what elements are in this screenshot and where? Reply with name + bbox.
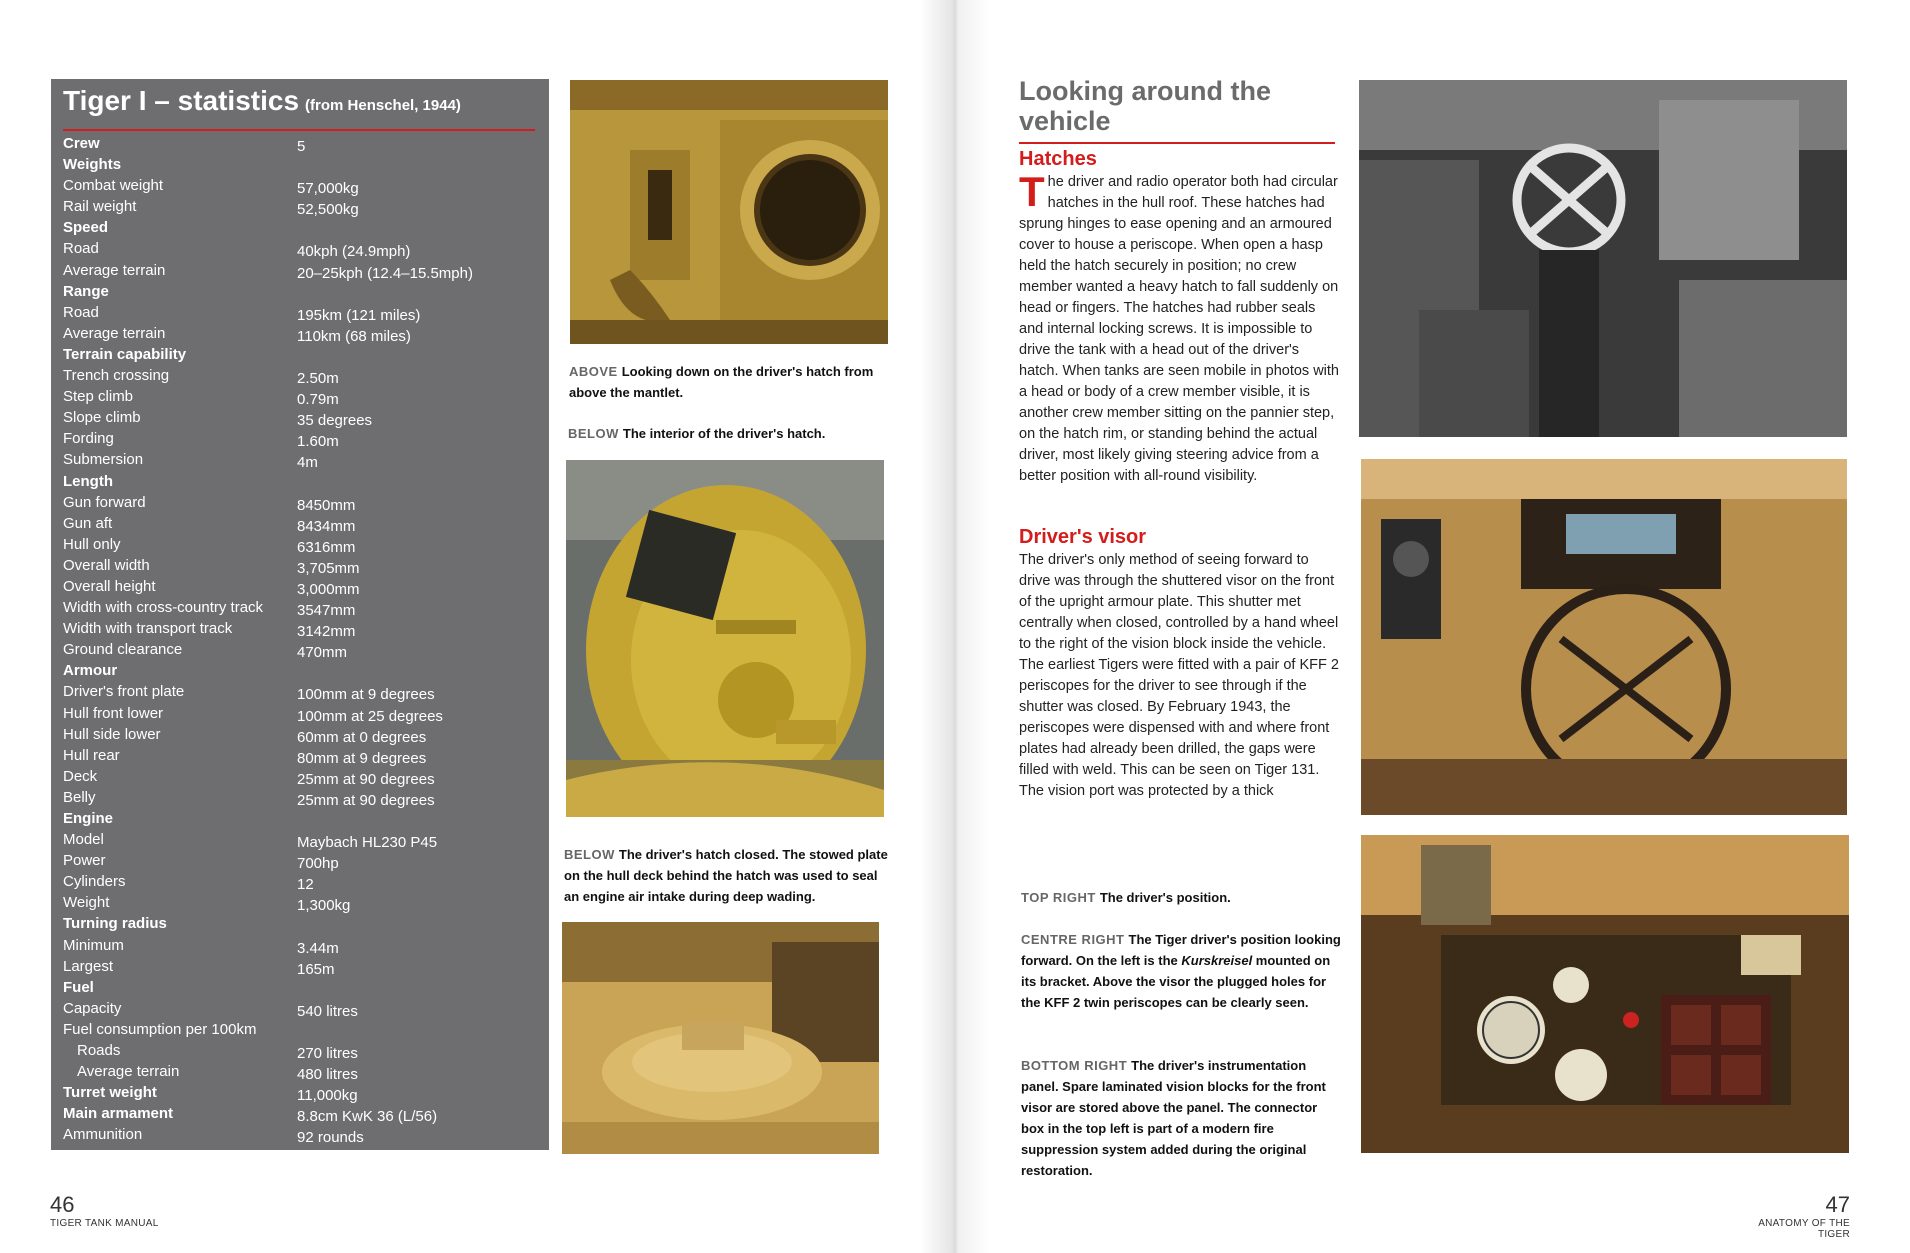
stat-value	[297, 660, 537, 681]
statistics-box	[51, 79, 549, 1150]
stat-row	[63, 428, 537, 449]
stat-value: 0.79m	[297, 391, 339, 409]
caption-centre-right-text-a: The Tiger driver's position looking forward. On the left is the	[1021, 932, 1341, 968]
stat-value: 1.60m	[297, 433, 339, 451]
stat-row	[63, 1082, 537, 1103]
stat-row	[63, 787, 537, 808]
stat-row	[63, 1124, 537, 1145]
stat-value	[297, 977, 537, 998]
stat-value: 110km (68 miles)	[297, 327, 411, 345]
stat-row	[63, 281, 537, 302]
statistics-title: Tiger I – statistics	[63, 85, 300, 116]
stat-label: Ground clearance	[63, 641, 183, 659]
caption-centre-right-italic: Kurskreisel	[1181, 953, 1253, 968]
stat-label: Belly	[63, 788, 96, 806]
stat-label: Driver's front plate	[63, 683, 185, 701]
stat-value	[297, 913, 537, 934]
stat-value	[297, 344, 537, 365]
stat-row	[63, 850, 537, 871]
section-title-rule	[1019, 142, 1335, 144]
right-running-title: ANATOMY OF THE TIGER	[1758, 1218, 1850, 1240]
stat-row	[63, 808, 537, 829]
stat-row	[63, 492, 537, 513]
stat-row	[63, 555, 537, 576]
stat-row	[63, 597, 537, 618]
stat-value	[297, 154, 537, 175]
stat-value: 270 litres	[297, 1045, 358, 1063]
stat-value: 6316mm	[297, 538, 356, 556]
stat-row	[63, 133, 537, 154]
stat-value: 20–25kph (12.4–15.5mph)	[297, 264, 473, 282]
stat-row	[63, 154, 537, 175]
stat-label: Width with cross-country track	[63, 599, 264, 617]
stat-label: Road	[63, 303, 99, 321]
stat-label: Hull rear	[63, 746, 120, 764]
caption-below-2-text: The driver's hatch closed. The stowed plate on the hull deck behind the hatch was used to seal an engine air intake during deep wading.	[564, 847, 888, 904]
stat-row	[63, 1061, 537, 1082]
stat-label: Hull front lower	[63, 704, 164, 722]
stat-label: Roads	[77, 1042, 121, 1060]
caption-bottom-right	[1021, 1055, 1341, 1181]
caption-above-text: Looking down on the driver's hatch from above the mantlet.	[569, 364, 874, 400]
stat-row	[63, 829, 537, 850]
stat-row	[63, 913, 537, 934]
stat-label: Range	[63, 282, 109, 300]
stat-row	[63, 703, 537, 724]
left-folio	[50, 1192, 159, 1229]
stat-label: Main armament	[63, 1105, 174, 1123]
stat-label: Minimum	[63, 936, 124, 954]
stat-label: Largest	[63, 957, 114, 975]
stat-label: Gun aft	[63, 514, 113, 532]
stat-row	[63, 724, 537, 745]
stat-value: 8.8cm KwK 36 (L/56)	[297, 1108, 438, 1126]
stat-row	[63, 871, 537, 892]
stat-value: 80mm at 9 degrees	[297, 749, 427, 767]
stat-label: Cylinders	[63, 873, 126, 891]
left-page-number: 46	[50, 1192, 75, 1217]
stat-label: Weight	[63, 894, 110, 912]
stat-row	[63, 196, 537, 217]
stat-label: Trench crossing	[63, 367, 170, 385]
stat-row	[63, 892, 537, 913]
stat-value: 5	[297, 138, 306, 155]
stat-value: 540 litres	[297, 1002, 358, 1020]
stat-value: 3,705mm	[297, 559, 360, 577]
stat-value: 100mm at 25 degrees	[297, 707, 443, 725]
statistics-subtitle: (from Henschel, 1944)	[305, 97, 461, 114]
stat-label: Model	[63, 831, 104, 849]
section-title: Looking around the vehicle	[1019, 76, 1271, 136]
stat-label: Slope climb	[63, 409, 141, 427]
stat-label: Turret weight	[63, 1084, 157, 1102]
photo-driver-looking-forward	[1361, 459, 1847, 815]
stat-row	[63, 956, 537, 977]
stat-value: 700hp	[297, 855, 339, 873]
stat-row	[63, 217, 537, 238]
caption-below-2	[564, 844, 889, 907]
caption-below-2-tag: BELOW	[564, 847, 615, 862]
stat-label: Power	[63, 852, 106, 870]
stat-row	[63, 302, 537, 323]
stat-label: Length	[63, 472, 113, 490]
stat-label: Engine	[63, 810, 114, 827]
stat-row	[63, 998, 537, 1019]
photo-driver-hatch-above	[570, 80, 888, 344]
caption-below-1	[568, 423, 888, 444]
visor-body	[1019, 550, 1339, 802]
caption-below-1-text: The interior of the driver's hatch.	[622, 426, 826, 441]
stat-value: 100mm at 9 degrees	[297, 686, 435, 704]
caption-centre-right-tag: CENTRE RIGHT	[1021, 932, 1125, 947]
stat-label: Combat weight	[63, 177, 164, 195]
visor-text: The driver's only method of seeing forward to drive was through the shuttered visor on the front of the upright armour plate. This shutter met centrally when closed, controlled by a hand wheel to the right of the vision block inside the vehicle. The earliest Tigers were fitted with a pair of KFF 2 periscopes for the driver to see through if the shutter was closed. By February 1943, the periscopes were dispensed with and where front plates had already been drilled, the gaps were filled with weld. This can be seen on Tiger 131.	[1019, 552, 1339, 778]
stat-value: 1,300kg	[297, 897, 351, 915]
stat-value: 25mm at 90 degrees	[297, 791, 435, 809]
stat-row	[63, 471, 537, 492]
stat-value: 2.50m	[297, 370, 339, 388]
stat-value: 35 degrees	[297, 412, 373, 430]
stat-label: Overall height	[63, 577, 156, 595]
stat-value: 25mm at 90 degrees	[297, 770, 435, 788]
right-folio	[1733, 1192, 1850, 1240]
stat-value: 12	[297, 876, 314, 894]
stat-row	[63, 344, 537, 365]
stat-label: Turning radius	[63, 915, 167, 933]
stat-value: Maybach HL230 P45	[297, 834, 438, 852]
stat-row	[63, 745, 537, 766]
stat-label: Hull side lower	[63, 725, 161, 743]
stat-row	[63, 766, 537, 787]
stat-value	[297, 808, 537, 829]
statistics-title-row	[63, 79, 535, 131]
stat-row	[63, 260, 537, 281]
stat-label: Average terrain	[77, 1063, 180, 1081]
stat-label: Deck	[63, 767, 98, 785]
stat-value: 60mm at 0 degrees	[297, 728, 427, 746]
stat-value: 3,000mm	[297, 580, 360, 598]
stat-value: 3142mm	[297, 623, 356, 641]
caption-top-right-text: The driver's position.	[1099, 890, 1231, 905]
hatches-dropcap: T	[1019, 168, 1045, 215]
photo-driver-position	[1359, 80, 1847, 437]
photo-instrumentation-panel	[1361, 835, 1849, 1153]
stat-value: 195km (121 miles)	[297, 306, 421, 324]
caption-top-right	[1021, 887, 1341, 908]
stat-value: 57,000kg	[297, 180, 359, 198]
stat-label: Rail weight	[63, 198, 137, 216]
stat-row	[63, 681, 537, 702]
stat-label: Capacity	[63, 999, 122, 1017]
caption-centre-right	[1021, 929, 1341, 1013]
stat-value: 92 rounds	[297, 1129, 364, 1147]
stat-value: 470mm	[297, 644, 348, 662]
stat-value: 3.44m	[297, 939, 339, 957]
stat-label: Armour	[63, 662, 118, 680]
stat-value: 3547mm	[297, 602, 356, 620]
stat-row	[63, 935, 537, 956]
caption-centre-right-text-b: mounted on its bracket. Above the visor the plugged holes for the KFF 2 twin periscopes can be clearly seen.	[1021, 953, 1331, 1010]
visor-text-continued: The vision port was protected by a thick	[1019, 783, 1274, 799]
stat-value: 8434mm	[297, 517, 356, 535]
stat-row	[63, 238, 537, 259]
stat-value: 40kph (24.9mph)	[297, 243, 411, 261]
stat-label: Crew	[63, 135, 100, 152]
stat-row	[63, 449, 537, 470]
stat-row	[63, 175, 537, 196]
left-running-title: TIGER TANK MANUAL	[50, 1218, 159, 1229]
stat-label: Ammunition	[63, 1126, 143, 1144]
photo-driver-hatch-closed	[562, 922, 879, 1154]
stat-value	[297, 1019, 537, 1040]
caption-above	[569, 361, 889, 403]
hatches-body	[1019, 168, 1339, 487]
stat-row	[63, 1103, 537, 1124]
stat-label: Gun forward	[63, 493, 146, 511]
stat-label: Road	[63, 240, 99, 258]
stat-label: Fuel	[63, 978, 94, 996]
stat-label: Submersion	[63, 451, 144, 469]
stat-row	[63, 1019, 537, 1040]
stat-label: Fording	[63, 430, 114, 448]
stat-row	[63, 576, 537, 597]
stat-value: 480 litres	[297, 1066, 358, 1084]
stat-label: Terrain capability	[63, 345, 187, 363]
stat-value: 11,000kg	[297, 1087, 358, 1105]
stat-value	[297, 471, 537, 492]
caption-bottom-right-tag: BOTTOM RIGHT	[1021, 1058, 1128, 1073]
stat-row	[63, 1040, 537, 1061]
caption-above-tag: ABOVE	[569, 364, 618, 379]
statistics-table	[63, 133, 537, 1146]
caption-bottom-right-text: The driver's instrumentation panel. Spare laminated vision blocks for the front visor are stored above the panel. The connector box in the top left is part of a modern fire suppression system added during the original restoration.	[1021, 1058, 1326, 1178]
caption-top-right-tag: TOP RIGHT	[1021, 890, 1096, 905]
stat-label: Overall width	[63, 556, 150, 574]
stat-row	[63, 407, 537, 428]
heading-hatches: Hatches	[1019, 148, 1097, 170]
stat-row	[63, 365, 537, 386]
stat-label: Weights	[63, 156, 122, 174]
stat-row	[63, 618, 537, 639]
stat-value	[297, 217, 537, 238]
stat-label: Width with transport track	[63, 620, 233, 638]
stat-label: Speed	[63, 219, 109, 237]
stat-row	[63, 977, 537, 998]
heading-drivers-visor: Driver's visor	[1019, 526, 1147, 548]
hatches-text: he driver and radio operator both had circular hatches in the hull roof. These hatches had sprung hinges to ease opening and an armoured cover to house a periscope. When open a hasp held the hatch securely in position; no crew member wanted a heavy hatch to fall suddenly on head or fingers. The hatches had rubber seals and internal locking screws. It is impossible to drive the tank with a head out of the driver's hatch. When tanks are seen mobile in photos with a head or body of a crew member visible, it is another crew member sitting on the pannier step, on the hatch rim, or standing behind the actual driver, most likely giving steering advice from a better position with all-round visibility.	[1019, 174, 1339, 484]
caption-below-1-tag: BELOW	[568, 426, 619, 441]
stat-value: 8450mm	[297, 496, 356, 514]
stat-row	[63, 534, 537, 555]
stat-label: Average terrain	[63, 324, 166, 342]
stat-value	[297, 281, 537, 302]
right-page-number: 47	[1825, 1192, 1850, 1217]
stat-label: Hull only	[63, 535, 121, 553]
stat-row	[63, 386, 537, 407]
stat-row	[63, 513, 537, 534]
stat-value: 52,500kg	[297, 201, 359, 219]
stat-row	[63, 660, 537, 681]
stat-row	[63, 639, 537, 660]
stat-value: 4m	[297, 454, 318, 472]
stat-label: Fuel consumption per 100km	[63, 1020, 257, 1038]
stat-row	[63, 323, 537, 344]
photo-driver-hatch-interior	[566, 460, 884, 817]
stat-value: 165m	[297, 960, 335, 978]
stat-label: Step climb	[63, 388, 134, 406]
stat-label: Average terrain	[63, 261, 166, 279]
